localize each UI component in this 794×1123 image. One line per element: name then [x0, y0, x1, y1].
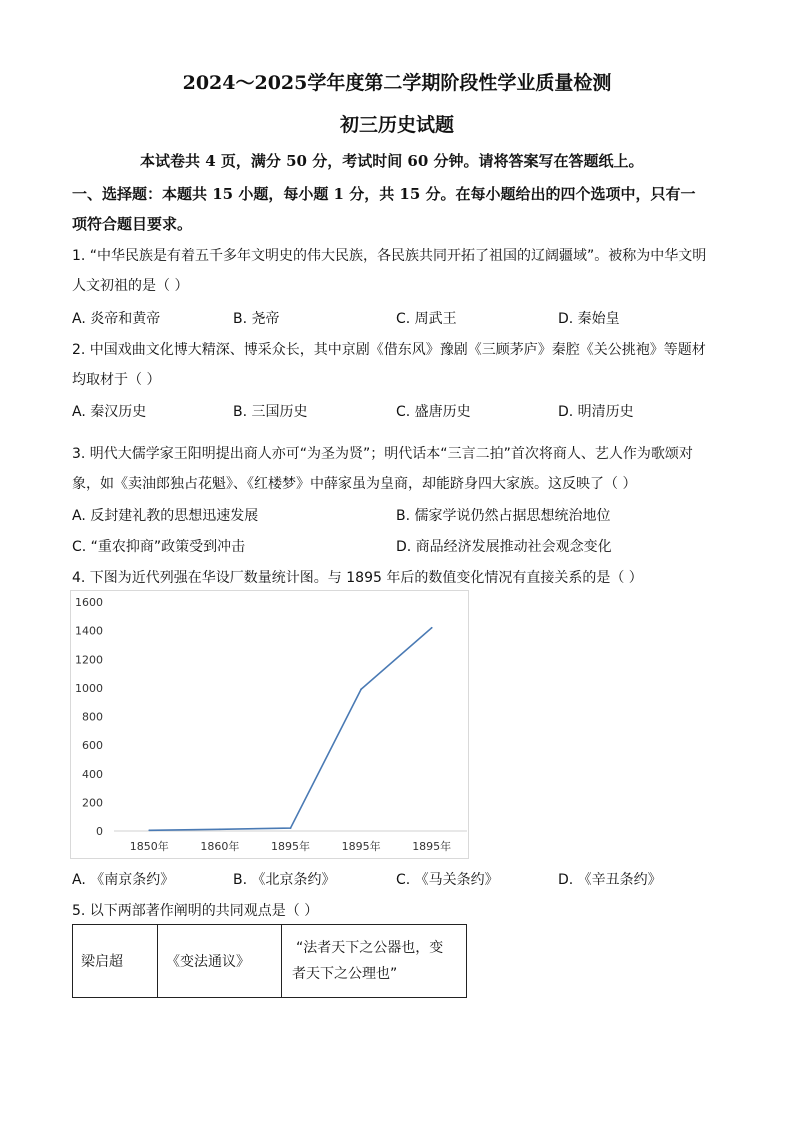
- q2-option-c: C. 盛唐历史: [396, 404, 471, 420]
- x-tick-label: 1895年: [271, 840, 310, 853]
- q2-option-a: A. 秦汉历史: [72, 404, 147, 420]
- data-point: [290, 827, 292, 829]
- section-heading-line2: 项符合题目要求。: [72, 215, 193, 233]
- section-heading-line1: 一、选择题：本题共 15 小题，每小题 1 分，共 15 分。在每小题给出的四个选项中，只有一: [72, 185, 696, 203]
- exam-subtitle: 初三历史试题: [339, 114, 454, 136]
- q1-stem-line1: 1. “中华民族是有着五千多年文明史的伟大民族，各民族共同开拓了祖国的辽阔疆域”。被称为中华文明: [72, 248, 707, 264]
- y-tick-label: 200: [82, 796, 103, 810]
- table-cell-work: 《变法通议》: [158, 925, 282, 998]
- y-tick-label: 1000: [75, 681, 103, 695]
- q3-option-b: B. 儒家学说仍然占据思想统治地位: [396, 508, 611, 524]
- q2-stem-line1: 2. 中国戏曲文化博大精深、博采众长，其中京剧《借东风》豫剧《三顾茅庐》秦腔《关公挑袍》等题材: [72, 342, 706, 358]
- q3-option-a: A. 反封建礼教的思想迅速发展: [72, 508, 259, 524]
- table-cell-quote: [282, 925, 467, 998]
- y-tick-label: 1600: [75, 596, 103, 609]
- q4-option-a: A. 《南京条约》: [72, 872, 175, 888]
- q1-option-d: D. 秦始皇: [558, 311, 620, 327]
- q3-option-d: D. 商品经济发展推动社会观念变化: [396, 539, 612, 555]
- q3-stem-line2: 象，如《卖油郎独占花魁》、《红楼梦》中薛家虽为皇商，却能跻身四大家族。这反映了（ ）: [72, 476, 637, 492]
- q1-stem-line2: 人文初祖的是（ ）: [72, 278, 189, 294]
- quote-line2: 者天下之公理也”: [292, 966, 398, 982]
- y-tick-label: 0: [96, 825, 103, 838]
- q4-stem-line1: 4. 下图为近代列强在华设厂数量统计图。与 1895 年后的数值变化情况有直接关系的是（ ）: [72, 570, 643, 586]
- chart-frame: [71, 591, 469, 859]
- x-tick-label: 1860年: [200, 840, 240, 853]
- table-row: [73, 925, 467, 998]
- x-tick-label: 1850年: [129, 840, 169, 853]
- q4-option-c: C. 《马关条约》: [396, 872, 499, 888]
- y-tick-label: 600: [82, 739, 103, 753]
- q4-option-b: B. 《北京条约》: [233, 872, 336, 888]
- factory-count-line-chart: [70, 590, 470, 860]
- q1-option-a: A. 炎帝和黄帝: [72, 311, 161, 327]
- q3-stem-line1: 3. 明代大儒学家王阳明提出商人亦可“为圣为贤”；明代话本“三言二拍”首次将商人、艺人作为歌颂对: [72, 446, 693, 462]
- q5-table: [72, 924, 467, 998]
- data-point: [148, 829, 150, 831]
- y-tick-label: 800: [82, 710, 103, 724]
- q1-option-c: C. 周武王: [396, 311, 457, 327]
- q3-option-c: C. “重农抑商”政策受到冲击: [72, 539, 246, 555]
- q2-option-b: B. 三国历史: [233, 404, 308, 420]
- y-tick-label: 1200: [75, 653, 103, 667]
- data-point: [360, 688, 362, 690]
- x-tick-label: 1895年: [341, 840, 381, 853]
- table-cell-author: 梁启超: [73, 925, 158, 998]
- q5-stem-line1: 5. 以下两部著作阐明的共同观点是（ ）: [72, 903, 319, 919]
- q2-stem-line2: 均取材于（ ）: [72, 372, 161, 388]
- q1-option-b: B. 尧帝: [233, 311, 280, 327]
- x-tick-label: 1895年: [412, 840, 452, 853]
- quote-line1: “法者天下之公器也，变: [296, 940, 444, 956]
- q2-option-d: D. 明清历史: [558, 404, 634, 420]
- q4-option-d: D. 《辛丑条约》: [558, 872, 662, 888]
- y-tick-label: 400: [82, 767, 103, 781]
- data-point: [219, 828, 221, 830]
- exam-title: 2024～2025学年度第二学期阶段性学业质量检测: [182, 72, 612, 94]
- exam-instructions: 本试卷共 4 页，满分 50 分，考试时间 60 分钟。请将答案写在答题纸上。: [140, 152, 644, 170]
- y-tick-label: 1400: [75, 624, 103, 638]
- data-point: [431, 627, 433, 629]
